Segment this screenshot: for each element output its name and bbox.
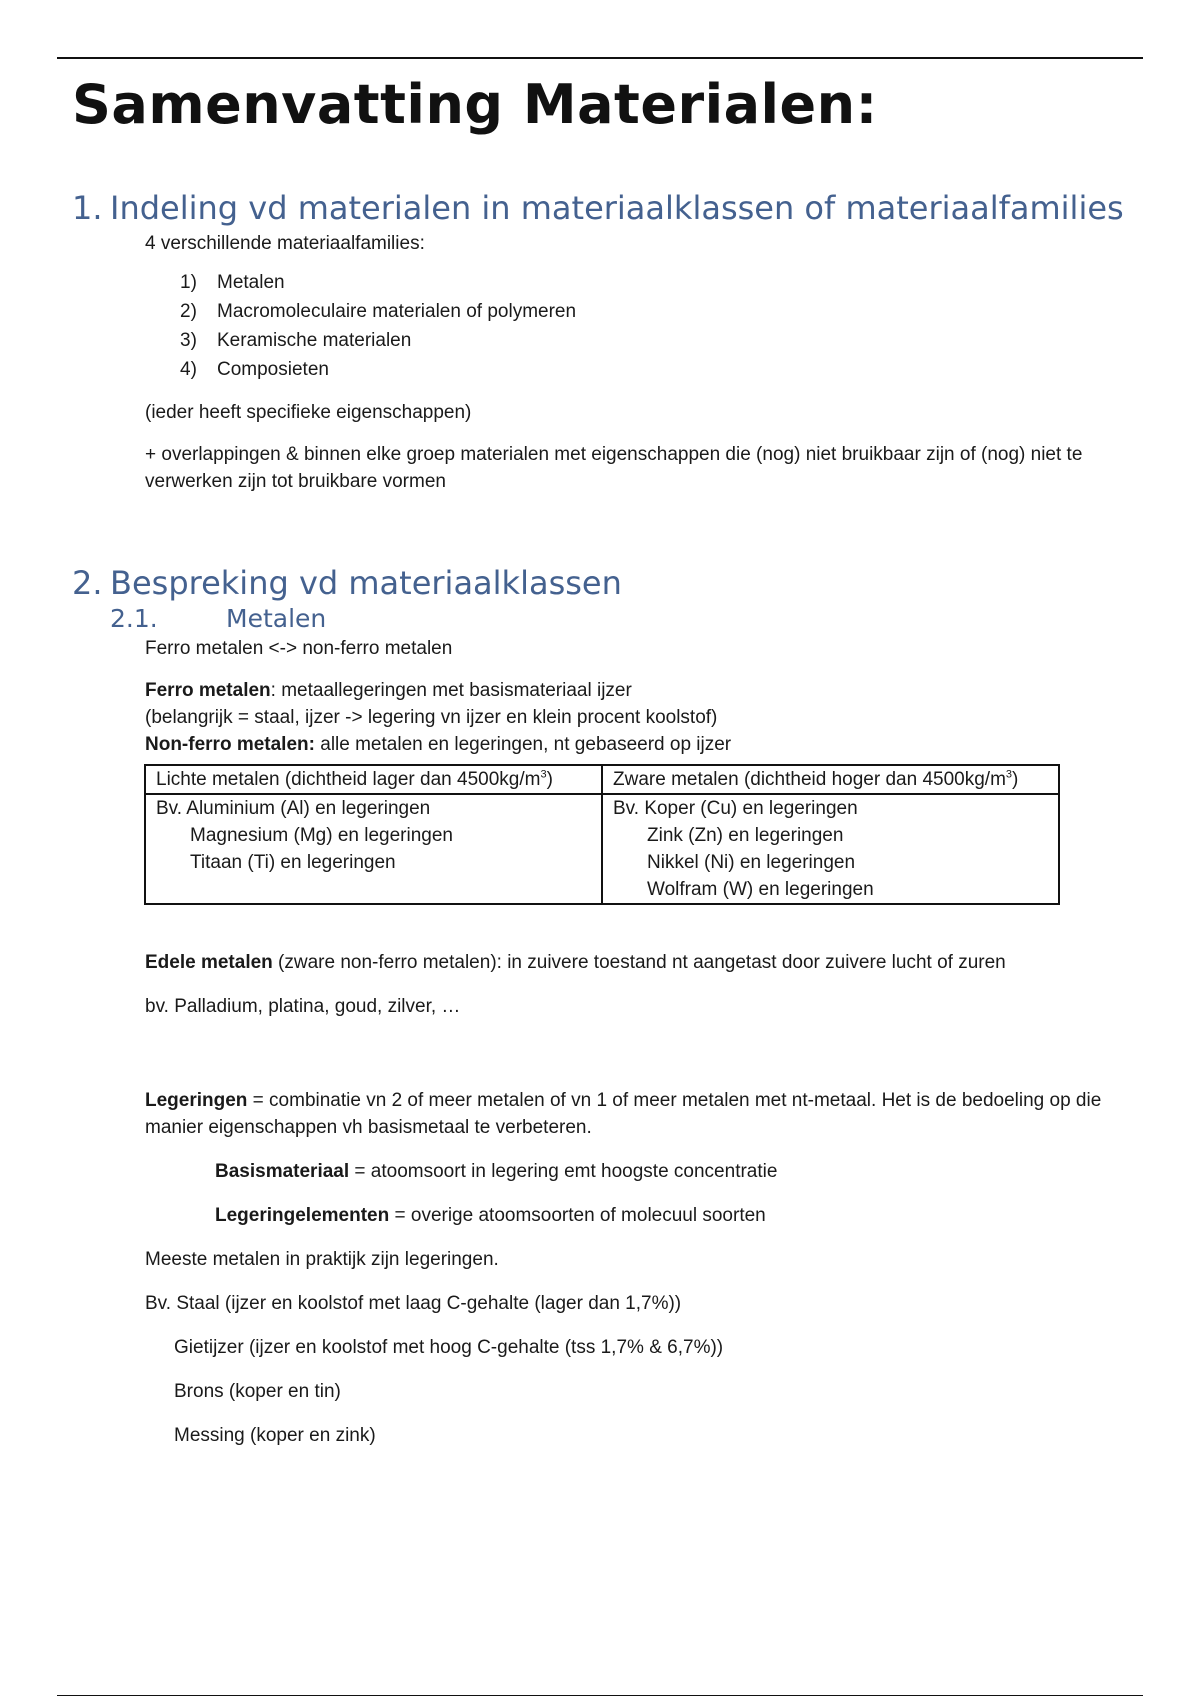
- edele-metalen: Edele metalen (zware non-ferro metalen): in zuivere toestand nt aangetast door zuivere lucht of zuren: [145, 952, 1006, 973]
- table-row: [145, 765, 1059, 794]
- section-2-heading: [72, 563, 1142, 603]
- section-1-note: (ieder heeft specifieke eigenschappen): [145, 402, 472, 423]
- heavy-metals-header: Zware metalen (dichtheid hoger dan $4500kg/m^3$): [602, 765, 1059, 794]
- section-1-intro: 4 verschillende materiaalfamilies:: [145, 233, 425, 254]
- list-item: 3) Keramische materialen: [180, 330, 412, 351]
- table-row: [145, 794, 1059, 904]
- metals-table: [144, 764, 1060, 905]
- material-families-list: [72, 269, 1142, 385]
- section-2-1-heading: [72, 603, 1142, 635]
- page-title: Samenvatting Materialen:: [72, 73, 878, 136]
- ferro-vs-nonferro: Ferro metalen <-> non-ferro metalen: [145, 638, 453, 659]
- document-page: [72, 72, 1142, 1449]
- light-metals-cell: Bv. Aluminium (Al) en legeringen Magnesium (Mg) en legeringen Titaan (Ti) en legeringen: [145, 794, 602, 904]
- section-1-title: Indeling vd materialen in materiaalklassen of materiaalfamilies: [110, 189, 1124, 227]
- list-item: 1) Metalen: [180, 272, 285, 293]
- basismateriaal-definition: Basismateriaal = atoomsoort in legering emt hoogste concentratie: [215, 1161, 778, 1182]
- ferro-note: (belangrijk = staal, ijzer -> legering vn ijzer en klein procent koolstof): [145, 707, 718, 728]
- section-2-title: Bespreking vd materiaalklassen: [110, 564, 622, 602]
- heavy-metals-cell: Bv. Koper (Cu) en legeringen Zink (Zn) en legeringen Nikkel (Ni) en legeringen Wolfram (W) en legeringen: [602, 794, 1059, 904]
- meeste-metalen: Meeste metalen in praktijk zijn legeringen.: [145, 1249, 499, 1270]
- section-2-1-number: 2.1.: [110, 604, 158, 633]
- legeringelementen-definition: Legeringelementen = overige atoomsoorten of molecuul soorten: [215, 1205, 766, 1226]
- example-gietijzer: Gietijzer (ijzer en koolstof met hoog C-gehalte (tss 1,7% & 6,7%)): [174, 1337, 724, 1358]
- ferro-definition: Ferro metalen: metaallegeringen met basismateriaal ijzer: [145, 680, 632, 701]
- nonferro-definition: Non-ferro metalen: alle metalen en legeringen, nt gebaseerd op ijzer: [145, 734, 732, 755]
- section-1-overlap: + overlappingen & binnen elke groep materialen met eigenschappen die (nog) niet bruikbaar zijn of (nog) niet te verwerken zijn tot bruikbare vormen: [145, 444, 1083, 492]
- list-item: 2) Macromoleculaire materialen of polymeren: [180, 301, 577, 322]
- example-staal: Bv. Staal (ijzer en koolstof met laag C-gehalte (lager dan 1,7%)): [145, 1293, 682, 1314]
- section-2-number: 2.: [72, 564, 103, 602]
- section-1-heading: [72, 188, 1142, 228]
- list-item: 4) Composieten: [180, 359, 329, 380]
- section-1-number: 1.: [72, 189, 103, 227]
- light-metals-header: Lichte metalen (dichtheid lager dan $4500kg/m^3$): [145, 765, 602, 794]
- top-rule: [57, 57, 1143, 59]
- example-brons: Brons (koper en tin): [174, 1381, 341, 1402]
- bottom-rule: [57, 1695, 1143, 1696]
- example-messing: Messing (koper en zink): [174, 1425, 376, 1446]
- section-2-1-title: Metalen: [226, 604, 327, 633]
- legeringen-definition: Legeringen = combinatie vn 2 of meer metalen of vn 1 of meer metalen met nt-metaal. Het is de bedoeling op die manier eigenschappen vh basismetaal te verbeteren.: [145, 1090, 1102, 1138]
- edele-examples: bv. Palladium, platina, goud, zilver, …: [145, 996, 461, 1017]
